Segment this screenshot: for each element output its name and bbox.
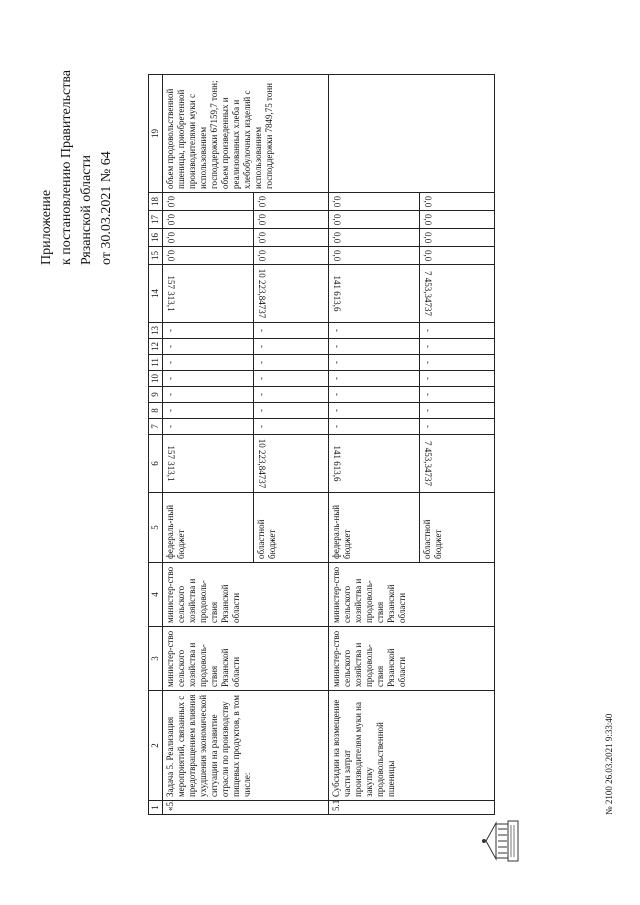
total-amount-cell: 10 223,84737 xyxy=(257,438,267,489)
year-amount-cell: 141 613,6 xyxy=(332,275,342,312)
year-amount-cell: 157 313,1 xyxy=(166,275,176,312)
year-amount-cell: 0,0 xyxy=(166,196,176,208)
year-amount-cell: 7 453,34737 xyxy=(423,271,433,316)
column-number: 3 xyxy=(149,627,163,691)
column-number: 2 xyxy=(149,691,163,801)
year-amount-cell: 0,0 xyxy=(166,232,176,244)
year-amount-cell: 0,0 xyxy=(423,196,433,208)
row-number-cell: «5. xyxy=(163,801,329,815)
total-amount-cell: 157 313,1 xyxy=(166,445,176,482)
year-amount-cell: - xyxy=(329,387,420,403)
column-number: 18 xyxy=(149,193,163,211)
total-amount-cell: 7 453,34737 xyxy=(423,441,433,486)
year-amount-cell: 0,0 xyxy=(423,250,433,262)
year-amount-cell: - xyxy=(329,419,420,435)
main-administrator-cell: министер-ство сельского хозяйства и продоволь-ствия Рязанской области xyxy=(329,563,495,627)
column-number: 14 xyxy=(149,265,163,323)
main-administrator-cell: министер-ство сельского хозяйства и продоволь-ствия Рязанской области xyxy=(163,563,329,627)
column-number: 10 xyxy=(149,371,163,387)
appendix-resolution-line: к постановлению Правительства xyxy=(59,69,74,265)
funding-source-cell: областной бюджет xyxy=(254,493,329,563)
appendix-region-line: Рязанской области xyxy=(79,154,94,265)
year-amount-cell: - xyxy=(420,419,495,435)
year-amount-cell: - xyxy=(254,339,329,355)
year-amount-cell: - xyxy=(163,339,254,355)
funding-source-cell: областной бюджет xyxy=(420,493,495,563)
funding-source-cell: федераль-ный бюджет xyxy=(163,493,254,563)
year-amount-cell: - xyxy=(163,355,254,371)
year-amount-cell: - xyxy=(329,323,420,339)
year-amount-cell: - xyxy=(420,323,495,339)
year-amount-cell: - xyxy=(329,339,420,355)
column-number: 5 xyxy=(149,493,163,563)
year-amount-cell: - xyxy=(163,387,254,403)
year-amount-cell: - xyxy=(254,371,329,387)
year-amount-cell: 0,0 xyxy=(166,250,176,262)
year-amount-cell: 0,0 xyxy=(257,250,267,262)
year-amount-cell: - xyxy=(254,323,329,339)
year-amount-cell: 0,0 xyxy=(166,214,176,226)
funding-source-cell: федераль-ный бюджет xyxy=(329,493,420,563)
year-amount-cell: - xyxy=(254,387,329,403)
responsible-executor-cell: министер-ство сельского хозяйства и продоволь-ствия Рязанской области xyxy=(163,627,329,691)
year-amount-cell: - xyxy=(329,355,420,371)
year-amount-cell: - xyxy=(254,419,329,435)
total-amount-cell: 141 613,6 xyxy=(332,445,342,482)
column-number: 13 xyxy=(149,323,163,339)
year-amount-cell: - xyxy=(163,403,254,419)
column-number: 9 xyxy=(149,387,163,403)
column-number-row xyxy=(149,75,163,815)
table-row-task-5-federal xyxy=(163,75,254,815)
year-amount-cell: - xyxy=(329,403,420,419)
year-amount-cell: - xyxy=(329,371,420,387)
column-number: 12 xyxy=(149,339,163,355)
column-number: 16 xyxy=(149,229,163,247)
year-amount-cell: - xyxy=(420,339,495,355)
year-amount-cell: 10 223,84737 xyxy=(257,268,267,319)
column-number: 8 xyxy=(149,403,163,419)
year-amount-cell: 0,0 xyxy=(257,196,267,208)
activity-name-cell: Задача 5. Реализация мероприятий, связанных с предотвращением влияния ухудшения экономической ситуации на развитие отрасли по производству пищевых продуктов, в том числе: xyxy=(163,691,329,801)
year-amount-cell: - xyxy=(420,371,495,387)
year-amount-cell: 0,0 xyxy=(423,232,433,244)
year-amount-cell: - xyxy=(254,403,329,419)
year-amount-cell: 0,0 xyxy=(257,232,267,244)
table-row-5-1-federal xyxy=(329,75,420,815)
column-number: 1 xyxy=(149,801,163,815)
column-number: 19 xyxy=(149,75,163,193)
program-table xyxy=(148,74,495,815)
year-amount-cell: - xyxy=(163,419,254,435)
column-number: 15 xyxy=(149,247,163,265)
year-amount-cell: 0,0 xyxy=(332,214,342,226)
column-number: 17 xyxy=(149,211,163,229)
year-amount-cell: - xyxy=(420,355,495,371)
document-registration-number: № 2100 26.03.2021 9:33:40 xyxy=(604,713,614,815)
year-amount-cell: 0,0 xyxy=(332,232,342,244)
column-number: 11 xyxy=(149,355,163,371)
year-amount-cell: 0,0 xyxy=(332,250,342,262)
year-amount-cell: - xyxy=(163,371,254,387)
year-amount-cell: - xyxy=(420,403,495,419)
appendix-date-line: от 30.03.2021 № 64 xyxy=(99,151,114,265)
row-number-cell: 5.1 xyxy=(329,801,495,815)
activity-name-cell: Субсидии на возмещение части затрат производителям муки на закупку продовольственной пшеницы xyxy=(329,691,495,801)
year-amount-cell: 0,0 xyxy=(257,214,267,226)
expected-result-cell xyxy=(329,75,495,193)
year-amount-cell: - xyxy=(254,355,329,371)
year-amount-cell: 0,0 xyxy=(332,196,342,208)
column-number: 4 xyxy=(149,563,163,627)
appendix-title: Приложение xyxy=(39,189,54,265)
responsible-executor-cell: министер-ство сельского хозяйства и продоволь-ствия Рязанской области xyxy=(329,627,495,691)
government-emblem-icon xyxy=(480,819,520,863)
expected-result-cell: объем продовольственной пшеницы, приобретенной производителями муки с использованием господдержки 67159,7 тонн; объем произведенных и реализованных хлеба и хлебобулочных изделий с использованием господдержки 7849,75 тонн xyxy=(163,75,329,193)
column-number: 6 xyxy=(149,435,163,493)
column-number: 7 xyxy=(149,419,163,435)
year-amount-cell: - xyxy=(163,323,254,339)
year-amount-cell: 0,0 xyxy=(423,214,433,226)
year-amount-cell: - xyxy=(420,387,495,403)
